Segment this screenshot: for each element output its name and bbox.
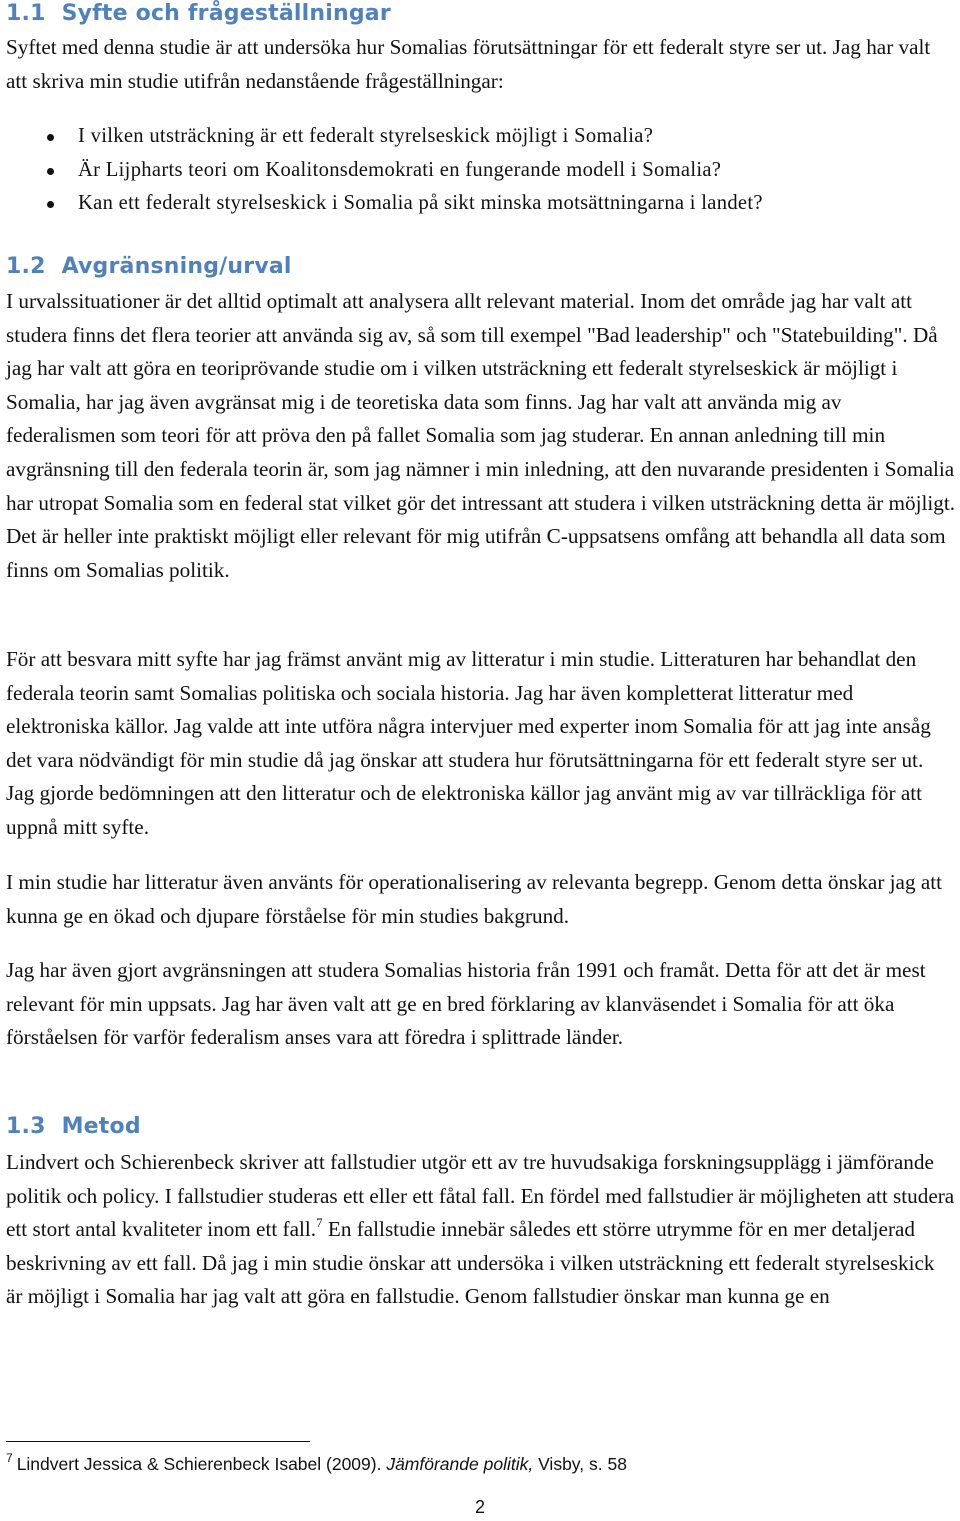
paragraph: Lindvert och Schierenbeck skriver att fallstudier utgör ett av tre huvudsakiga forskningsupplägg i jämförande politik och policy. I fallstudier studeras ett eller ett fåtal fall. En fördel med fallstudier är möjligheten att studera ett stort antal kvaliteter inom ett fall.$^7$ En fallstudie innebär således ett större utrymme för en mer detaljerad beskrivning av ett fall. Då jag i min studie önskar att undersöka i vilken utsträckning ett federalt styrelseskick är möjligt i Somalia har jag valt att göra en fallstudie. Genom fallstudier önskar man kunna ge en — [6, 1150, 955, 1309]
heading-title: Avgränsning/urval — [61, 254, 292, 279]
bullet-icon — [47, 134, 54, 141]
bullet-icon — [47, 168, 54, 175]
heading-metod — [6, 1113, 141, 1141]
heading-title: Syfte och frågeställningar — [61, 1, 391, 26]
paragraph: I urvalssituationer är det alltid optimalt att analysera allt relevant material. Inom det område jag har valt att studera finns det flera teorier att använda sig av, så som till exempel "Bad leadership" och "Statebuilding". Då jag har valt att göra en teoriprövande studie om i vilken utsträckning ett federalt styrelseskick är möjligt i Somalia, har jag även avgränsat mig i de teoretiska data som finns. Jag har valt att använda mig av federalismen som teori för att pröva den på fallet Somalia som jag studerar. En annan anledning till min avgränsning till den federala teorin är, som jag nämner i min inledning, att den nuvarande presidenten i Somalia har utropat Somalia som en federal stat vilket gör det intressant att studera i vilken utsträckning detta är möjligt. Det är heller inte praktiskt möjligt eller relevant för mig utifrån C-uppsatsens omfång att behandla all data som finns om Somalias politik. — [6, 289, 956, 582]
heading-number: 1.3 — [6, 1114, 46, 1139]
bullet-icon — [47, 201, 54, 208]
paragraph: Jag har även gjort avgränsningen att studera Somalias historia från 1991 och framåt. Detta för att det är mest relevant för min uppsats. Jag har även valt att ge en bred förklaring av klanväsendet i Somalia för att öka förståelsen för varför federalism anses vara att föredra i splittrade länder. — [6, 958, 926, 1050]
syfte-intro: Syftet med denna studie är att undersöka hur Somalias förutsättningar för ett federalt styre ser ut. Jag har valt att skriva min studie utifrån nedanstående frågeställningar: — [6, 35, 931, 93]
paragraph: För att besvara mitt syfte har jag främst använt mig av litteratur i min studie. Litteraturen har behandlat den federala teorin samt Somalias politiska och sociala historia. Jag har även kompletterat litteratur med elektroniska källor. Jag valde att inte utföra några intervjuer med experter inom Somalia för att jag inte ansåg det vara nödvändigt för min studie då jag önskar att studera hur förutsättningarna för ett federalt styre ser ut. Jag gjorde bedömningen att den litteratur och de elektroniska källor jag använt mig av var tillräckliga för att uppnå mitt syfte. — [6, 647, 931, 839]
question-item: Kan ett federalt styrelseskick i Somalia på sikt minska motsättningarna i landet? — [6, 187, 956, 221]
heading-number: 1.2 — [6, 254, 46, 279]
footnote-reference[interactable]: 7 — [316, 1215, 323, 1231]
question-item: Är Lijpharts teori om Koalitonsdemokrati en fungerande modell i Somalia? — [6, 154, 956, 188]
footnote-separator — [6, 1441, 310, 1442]
footnote-number: 7 — [6, 1451, 13, 1465]
question-item: I vilken utsträckning är ett federalt styrelseskick möjligt i Somalia? — [6, 120, 956, 154]
heading-syfte — [6, 0, 391, 28]
page-number: 2 — [474, 1497, 485, 1517]
heading-avgransning — [6, 253, 292, 281]
footnote: $^7$ Lindvert Jessica & Schierenbeck Isabel (2009). Jämförande politik, Visby, s. 58 — [6, 1451, 627, 1474]
paragraph: I min studie har litteratur även använts för operationalisering av relevanta begrepp. Genom detta önskar jag att kunna ge en ökad och djupare förståelse för min studies bakgrund. — [6, 870, 943, 928]
heading-title: Metod — [61, 1114, 141, 1139]
question-list — [6, 120, 956, 221]
heading-number: 1.1 — [6, 1, 46, 26]
footnote-title: Jämförande politik, — [386, 1454, 534, 1474]
